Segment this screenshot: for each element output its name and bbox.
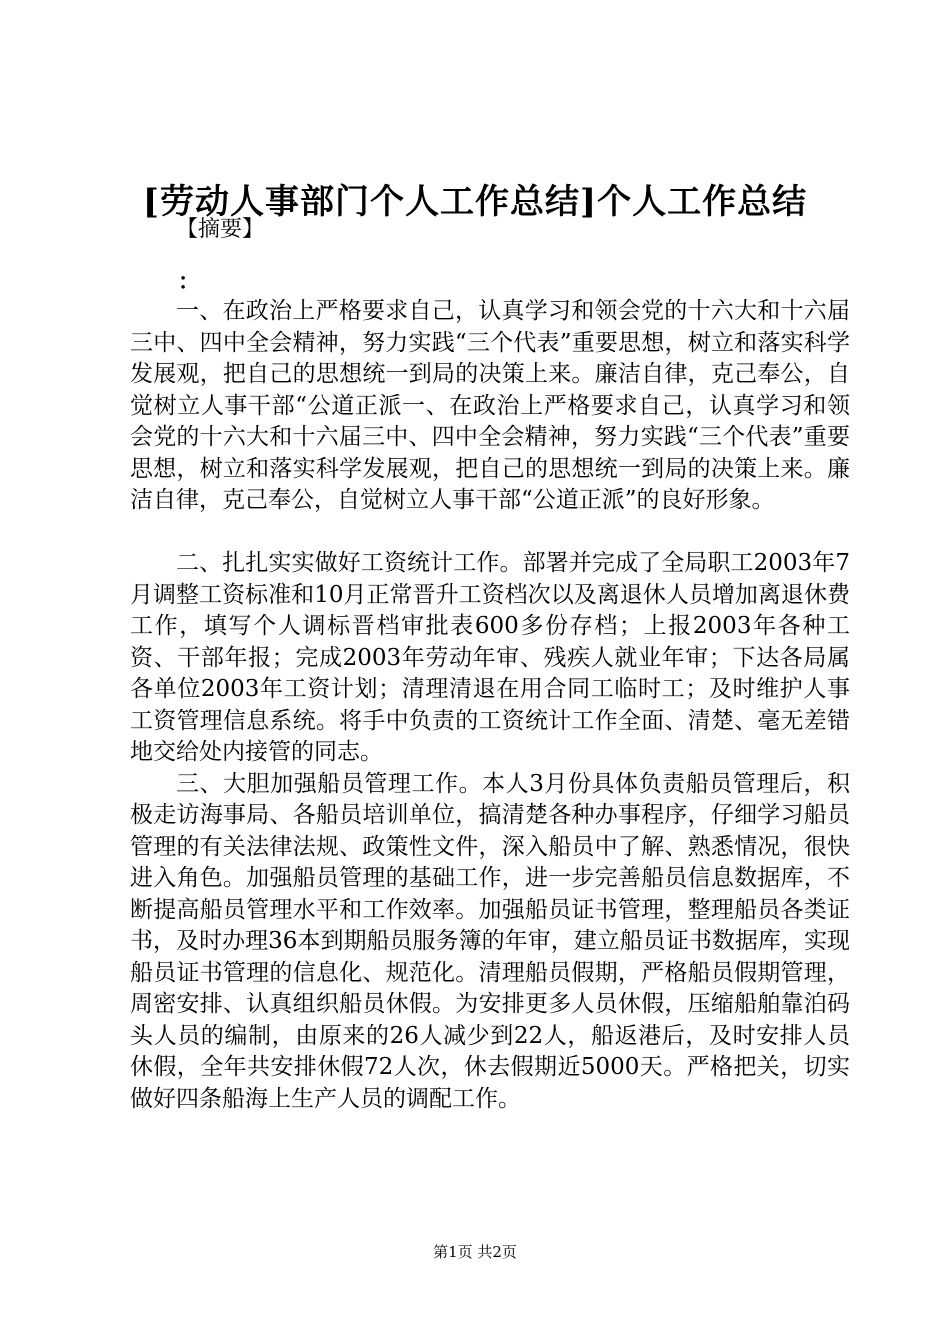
paragraph-1: 一、在政治上严格要求自己，认真学习和领会党的十六大和十六届三中、四中全会精神，努力实践“三个代表”重要思想，树立和落实科学发展观，把自己的思想统一到局的决策上来。廉洁自律，克己奉公，自觉树立人事干部“公道正派一、在政治上严格要求自己，认真学习和领会党的十六大和十六届三中、四中全会精神，努力实践“三个代表”重要思想，树立和落实科学发展观，把自己的思想统一到局的决策上来。廉洁自律，克己奉公，自觉树立人事干部“公道正派”的良好形象。 (130, 298, 850, 513)
document-body (130, 296, 850, 1115)
page-footer: 第1页 共2页 (433, 1243, 517, 1261)
paragraph-2: 二、扎扎实实做好工资统计工作。部署并完成了全局职工2003年7月调整工资标准和10月正常晋升工资档次以及离退休人员增加离退休费工作，填写个人调标晋档审批表600多份存档；上报2003年各种工资、干部年报；完成2003年劳动年审、残疾人就业年审；下达各局属各单位2003年工资计划；清理清退在用合同工临时工；及时维护人事工资管理信息系统。将手中负责的工资统计工作全面、清楚、毫无差错地交给处内接管的同志。 (130, 550, 850, 765)
document-title: [劳动人事部门个人工作总结]个人工作总结 (142, 182, 808, 222)
paragraph-3: 三、大胆加强船员管理工作。本人3月份具体负责船员管理后，积极走访海事局、各船员培训单位，搞清楚各种办事程序，仔细学习船员管理的有关法律法规、政策性文件，深入船员中了解、熟悉情况，很快进入角色。加强船员管理的基础工作，进一步完善船员信息数据库，不断提高船员管理水平和工作效率。加强船员证书管理，整理船员各类证书，及时办理36本到期船员服务簿的年审，建立船员证书数据库，实现船员证书管理的信息化、规范化。清理船员假期，严格船员假期管理，周密安排、认真组织船员休假。为安排更多人员休假，压缩船舶靠泊码头人员的编制，由原来的26人减少到22人，船返港后，及时安排人员休假，全年共安排休假72人次，休去假期近5000天。严格把关，切实做好四条船海上生产人员的调配工作。 (130, 770, 850, 1112)
abstract-label: 【摘要】 (176, 217, 265, 242)
abstract-colon: ： (178, 269, 201, 295)
